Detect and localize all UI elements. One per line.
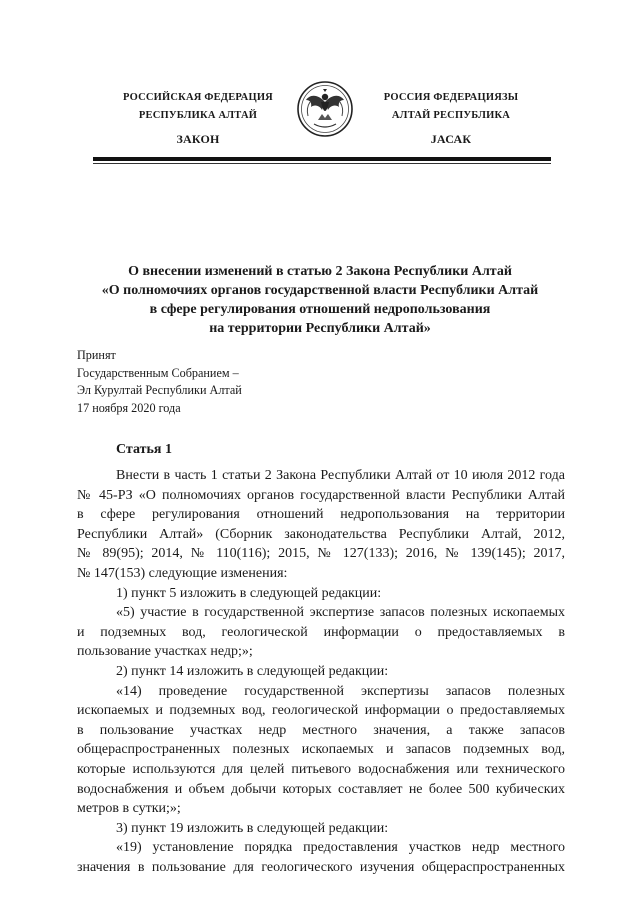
article-line: «19) установление порядка предоставления участков недр местного: [116, 840, 565, 856]
article-line: «5) участие в государственной экспертизе запасов полезных ископаемых: [116, 605, 565, 621]
article-line: Внести в часть 1 статьи 2 Закона Республики Алтай от 10 июля 2012 года: [116, 468, 565, 483]
adoption-line: Государственным Собранием –: [77, 365, 239, 380]
article-line: 2) пункт 14 изложить в следующей редакции:: [116, 663, 389, 679]
article-line: метров в сутки;»;: [77, 801, 181, 817]
adoption-line: Принят: [77, 348, 116, 362]
article-title: Статья 1: [116, 442, 172, 457]
article-line: водоснабжения и объем добычи которых составляет не более 500 кубических: [77, 781, 565, 797]
article-line: Республики Алтай» (Сборник законодательства Республики Алтай, 2012,: [77, 526, 565, 542]
article-line: «14) проведение государственной экспертизы запасов полезных: [116, 683, 565, 699]
article-line: № 89(95); 2014, № 110(116); 2015, № 127(133); 2016, № 139(145); 2017,: [77, 546, 565, 562]
law-title-line: в сфере регулирования отношений недропользования: [149, 302, 491, 317]
article-line: 3) пункт 19 изложить в следующей редакции:: [116, 820, 389, 836]
article-line: общераспространенных полезных ископаемых и запасов подземных вод,: [77, 742, 565, 758]
adoption-line: Эл Курултай Республики Алтай: [77, 383, 242, 397]
header-left-line2: РЕСПУБЛИКА АЛТАЙ: [138, 110, 258, 121]
adoption-block: [77, 347, 242, 417]
article-line: № 45-РЗ «О полномочиях органов государственной власти Республики Алтай: [77, 487, 565, 503]
header-right-law: JАСАК: [430, 132, 472, 146]
article-line: значения в пользование для геологического изучения общераспространенных: [77, 859, 565, 875]
coat-of-arms-emblem-icon: [296, 80, 354, 138]
header-right-line1: РОССИЯ ФЕДЕРАЦИЯЗЫ: [383, 92, 519, 103]
article-body: [77, 466, 565, 877]
header-right-line2: АЛТАЙ РЕСПУБЛИКА: [391, 110, 511, 121]
article-line: и подземных вод, геологической информации о предоставляемых в: [77, 624, 565, 640]
header-divider-thick: [93, 157, 551, 161]
law-title-line: «О полномочиях органов государственной власти Республики Алтай: [101, 283, 539, 298]
article-line: ископаемых и подземных вод, геологической информации о предоставляемых: [77, 703, 565, 719]
article-line: 1) пункт 5 изложить в следующей редакции:: [116, 585, 382, 601]
law-title: [70, 262, 570, 338]
header-left-law: ЗАКОН: [176, 132, 220, 146]
law-title-line: О внесении изменений в статью 2 Закона Республики Алтай: [128, 264, 512, 279]
article-line: в сфере регулирования отношений недропользования на территории: [77, 507, 565, 523]
adoption-date: 17 ноября 2020 года: [77, 400, 181, 415]
article-line: пользование участках недр;»;: [77, 644, 253, 660]
article-line: № 147(153) следующие изменения:: [77, 565, 288, 581]
article-line: в пользование участках недр местного значения, а также запасов: [77, 722, 565, 738]
header-left-line1: РОССИЙСКАЯ ФЕДЕРАЦИЯ: [123, 92, 273, 103]
law-title-line: на территории Республики Алтай»: [209, 321, 431, 336]
article-line: которые используются для целей питьевого водоснабжения или технического: [77, 761, 565, 777]
header-divider-thin: [93, 163, 551, 164]
